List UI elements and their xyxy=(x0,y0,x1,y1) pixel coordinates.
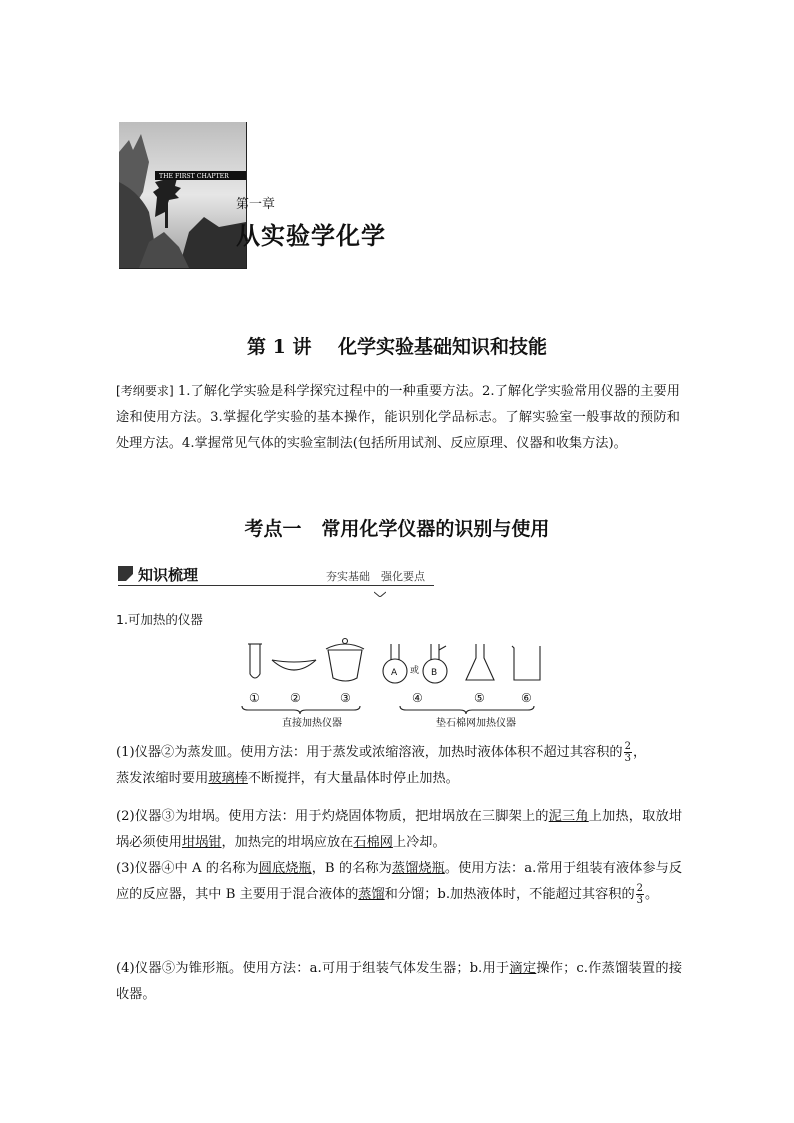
group-direct-label: 直接加热仪器 xyxy=(282,718,342,729)
exam-requirement xyxy=(116,378,680,457)
group-indirect-label: 垫石棉网加热仪器 xyxy=(436,718,516,729)
flask-a-label: A xyxy=(391,668,398,678)
knowledge-rule xyxy=(118,585,434,586)
answer-round-bottom-flask: 圆底烧瓶 xyxy=(258,861,312,876)
p3-text: 。 xyxy=(645,887,659,902)
p3-text: ，B 的名称为 xyxy=(311,861,392,876)
sub-heading: 1.可加热的仪器 xyxy=(116,612,203,627)
figure-label-5: ⑤ xyxy=(474,691,485,705)
figure-label-2: ② xyxy=(290,691,301,705)
p1-text: 蒸发浓缩时要用 xyxy=(116,771,209,786)
answer-titration: 滴定 xyxy=(509,961,537,976)
crucible-icon xyxy=(326,639,364,682)
knowledge-rule-notch xyxy=(374,582,386,601)
knowledge-square-icon xyxy=(118,566,133,581)
flask-b-label: B xyxy=(431,668,438,678)
p4-text: (4)仪器⑤为锥形瓶。使用方法：a.可用于组装气体发生器；b.用于 xyxy=(116,961,510,976)
paragraph-conical-flask xyxy=(116,956,682,1008)
answer-clay-triangle: 泥三角 xyxy=(548,809,589,824)
chapter-image-caption: THE FIRST CHAPTER xyxy=(159,173,229,180)
p1-text: (1)仪器②为蒸发皿。使用方法：用于蒸发或浓缩溶液，加热时液体体积不超过其容积的 xyxy=(116,745,623,760)
lesson-name: 化学实验基础知识和技能 xyxy=(337,336,547,358)
evaporating-dish-icon xyxy=(272,660,316,670)
chapter-number: 第一章 xyxy=(236,197,276,212)
answer-asbestos-gauze: 石棉网 xyxy=(353,835,393,850)
section-name: 常用化学仪器的识别与使用 xyxy=(321,518,550,540)
knowledge-tag: 夯实基础 强化要点 xyxy=(326,570,425,583)
fraction-denominator: 3 xyxy=(624,753,631,764)
chapter-title: 从实验学化学 xyxy=(236,222,386,250)
p2-text: 上冷却。 xyxy=(392,835,446,850)
paragraph-evaporating-dish xyxy=(116,740,682,792)
figure-label-4: ④ xyxy=(412,691,423,705)
paragraph-crucible xyxy=(116,804,682,856)
chapter-cover-image xyxy=(119,122,246,268)
conical-flask-icon xyxy=(466,644,494,680)
chapter-frame-rule xyxy=(119,268,247,269)
figure-label-3: ③ xyxy=(340,691,351,705)
answer-crucible-tongs: 坩埚钳 xyxy=(181,835,222,850)
p3-text: 。使用方法：a.常用于组装有液体参与反应的反应器，其中 B 主要用于混合液体的 xyxy=(116,861,683,902)
fraction-two-thirds xyxy=(636,883,644,906)
fraction-numerator: 2 xyxy=(636,883,644,894)
answer-distillation: 蒸馏 xyxy=(358,887,385,902)
paragraph-flasks xyxy=(116,856,682,908)
knowledge-label: 知识梳理 xyxy=(138,566,199,584)
lesson-title xyxy=(0,332,794,359)
figure-or-label: 或 xyxy=(410,666,420,676)
section-title xyxy=(0,514,794,541)
direct-heating-brace xyxy=(242,706,360,714)
figure-label-1: ① xyxy=(249,691,260,705)
fraction-numerator: 2 xyxy=(624,741,631,752)
p3-text: (3)仪器④中 A 的名称为 xyxy=(116,861,259,876)
lesson-label: 第 1 讲 xyxy=(247,336,312,358)
exam-requirement-text: 1.了解化学实验是科学探究过程中的一种重要方法。2.了解化学实验常用仪器的主要用途和使用方法。3.掌握化学实验的基本操作，能识别化学品标志。了解实验室一般事故的预防和处理方法。4.掌握常见气体的实验室制法(包括所用试剂、反应原理、仪器和收集方法)。 xyxy=(116,384,680,451)
p1-text: ， xyxy=(633,745,647,760)
exam-requirement-label: [考纲要求] xyxy=(116,384,174,398)
fraction-two-thirds xyxy=(624,741,632,764)
answer-glass-rod: 玻璃棒 xyxy=(208,771,248,786)
p3-text: 和分馏；b.加热液体时，不能超过其容积的 xyxy=(384,887,635,902)
apparatus-figure xyxy=(236,636,556,732)
p2-text: ，加热完的坩埚应放在 xyxy=(221,835,354,850)
p2-text: 上加热，取放坩埚必须使用 xyxy=(116,809,683,850)
answer-distilling-flask: 蒸馏烧瓶 xyxy=(391,861,445,876)
indirect-heating-brace xyxy=(400,706,534,714)
p4-text: 操作；c.作蒸馏装置的接收器。 xyxy=(116,961,683,1002)
p2-text: (2)仪器③为坩埚。使用方法：用于灼烧固体物质，把坩埚放在三脚架上的 xyxy=(116,809,549,824)
beaker-icon xyxy=(512,646,540,680)
test-tube-icon xyxy=(248,644,262,678)
figure-label-6: ⑥ xyxy=(521,691,532,705)
p1-text: 不断搅拌，有大量晶体时停止加热。 xyxy=(247,771,459,786)
section-label: 考点一 xyxy=(244,518,302,540)
fraction-denominator: 3 xyxy=(636,895,644,906)
